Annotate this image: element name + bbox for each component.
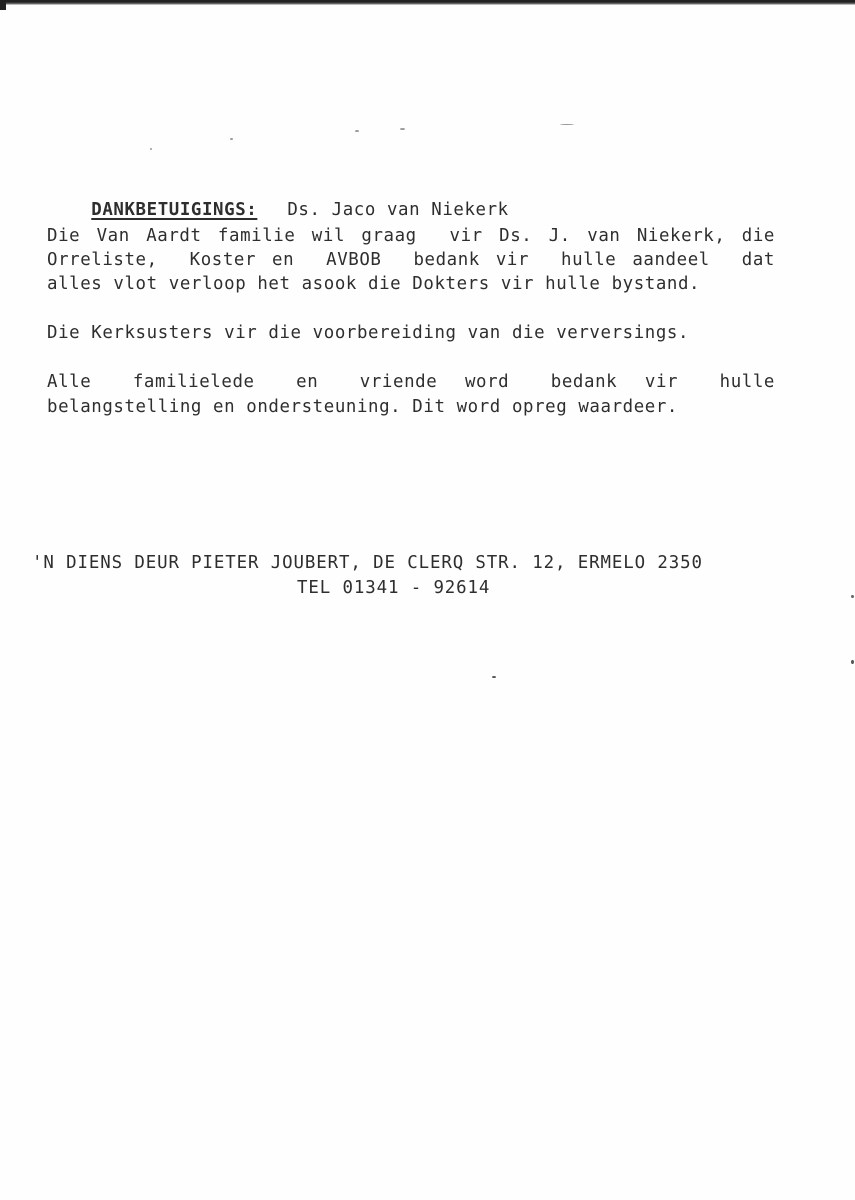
heading-label: DANKBETUIGINGS:: [91, 200, 258, 220]
paragraph-1-line-2: Orreliste, Koster en AVBOB bedank vir hulle aandeel dat: [47, 250, 775, 270]
paragraph-1-line-1: Die Van Aardt familie wil graag vir Ds. J. van Niekerk, die: [47, 226, 775, 246]
scan-speck: [355, 130, 359, 132]
paragraph-2: Die Kerksusters vir die voorbereiding van die verversings.: [47, 323, 690, 343]
scan-speck: [230, 138, 233, 140]
scan-speck: [851, 595, 854, 598]
scan-speck: [560, 124, 574, 125]
page-top-edge: [0, 0, 855, 5]
scan-speck: [851, 660, 854, 664]
paragraph-3-line-1: Alle familielede en vriende word bedank vir hulle: [47, 372, 775, 392]
paragraph-1-line-3: alles vlot verloop het asook die Dokters vir hulle bystand.: [47, 274, 701, 294]
scan-speck: [492, 676, 496, 678]
footer-service-line: 'N DIENS DEUR PIETER JOUBERT, DE CLERQ STR. 12, ERMELO 2350: [32, 553, 703, 573]
footer-telephone-line: TEL 01341 - 92614: [297, 578, 491, 598]
page-corner-mark: [0, 0, 6, 10]
scan-speck: [150, 148, 152, 150]
paragraph-3-line-2: belangstelling en ondersteuning. Dit word opreg waardeer.: [47, 397, 678, 417]
scan-speck: [400, 128, 405, 130]
heading-name: Ds. Jaco van Niekerk: [287, 200, 509, 220]
